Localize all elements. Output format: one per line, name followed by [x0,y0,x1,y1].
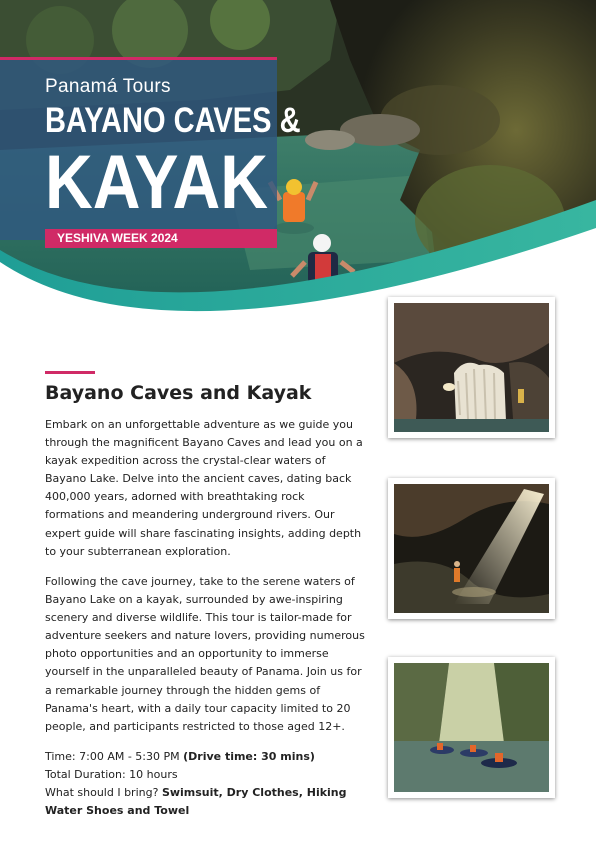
photo-river-kayaks [388,657,555,798]
time-line [45,748,365,766]
brand-name: Panamá Tours [45,76,171,97]
bring-items: Swimsuit, Dry Clothes, Hiking Water Shoes and Towel [45,786,347,818]
title-line-1: BAYANO CAVES & [45,101,301,140]
photo-cave-light-beam [388,478,555,619]
drive-time-note: (Drive time: 30 mins) [183,750,315,763]
kayak-paragraph: Following the cave journey, take to the serene waters of Bayano Lake on a kayak, surrounded by awe-inspiring scenery and diverse wildlife. This tour is tailor-made for adventure seekers and nature lovers, providing numerous photo opportunities and an opportunity to immerse yourself in the unparalleled beauty of Panama. Join us for a remarkable journey through the hidden gems of Panama's heart, with a daily tour capacity limited to 20 people, and participants restricted to those aged 12+. [45,575,365,733]
duration-line: Total Duration: 10 hours [45,768,178,781]
bring-label: What should I bring? [45,786,159,799]
accent-divider [45,371,95,374]
time-label: Time: 7:00 AM - 5:30 PM [45,750,180,763]
event-badge: YESHIVA WEEK 2024 [45,229,277,248]
intro-paragraph: Embark on an unforgettable adventure as we guide you through the magnificent Bayano Caves and lead you on a kayak expedition across the crystal-clear waters of Bayano Lake. Delve into the ancient caves, dating back 400,000 years, adorned with breathtaking rock formations and meandering underground rivers. Our expert guide will share fascinating insights, adding depth to your subterranean exploration. [45,418,363,558]
section-heading: Bayano Caves and Kayak [45,382,312,404]
title-line-2: KAYAK [45,140,268,225]
photo-cave-formations [388,297,555,438]
bring-line [45,784,365,820]
